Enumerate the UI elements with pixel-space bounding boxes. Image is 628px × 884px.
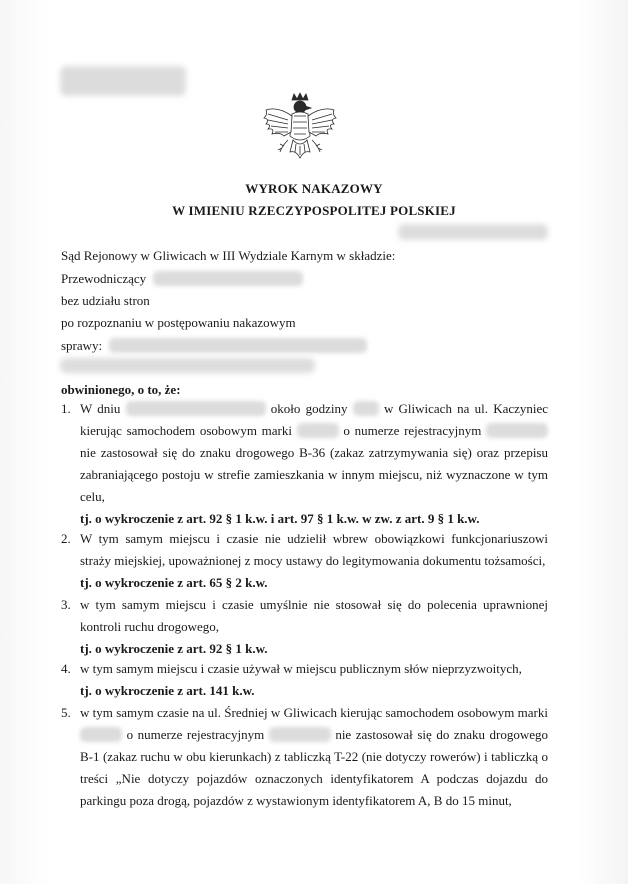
- charge-number: 1.: [61, 401, 71, 416]
- charge-text: nie zastosował się do znaku drogowego B-1 (zakaz ruchu w obu kierunkach) z tabliczką T-22 (nie dotyczy rowerów) i tabliczką o treści „Nie dotyczy pojazdów oznaczonych identyfikatorem A podczas dojazdu do parkingu poza drogą, pojazdów z wystawionym identyfikatorem A, B do 15 minut,: [80, 727, 549, 808]
- charge-item: [61, 398, 548, 530]
- no-parties-line: bez udziału stron: [61, 293, 150, 308]
- charge-text: o numerze rejestracyjnym: [343, 423, 482, 438]
- charge-text: w tym samym czasie na ul. Średniej w Gliwicach kierując samochodem osobowym marki: [80, 705, 548, 720]
- redacted-chair-name: [153, 271, 303, 286]
- redacted-car-make: [80, 727, 122, 742]
- charge-number: 5.: [61, 705, 71, 720]
- charge-text: około godziny: [270, 401, 348, 416]
- charge-text: o numerze rejestracyjnym: [126, 727, 265, 742]
- chair-line: [61, 271, 303, 287]
- redacted-case-name: [109, 338, 367, 353]
- redacted-sender-block: [60, 66, 186, 96]
- charge-qualification: tj. o wykroczenie z art. 65 § 2 k.w.: [80, 575, 268, 590]
- accused-heading: obwinionego, o to, że:: [61, 382, 181, 397]
- charge-item: [61, 702, 548, 812]
- charge-qualification: tj. o wykroczenie z art. 92 § 1 k.w.: [80, 641, 268, 656]
- document-subtitle: W IMIENIU RZECZYPOSPOLITEJ POLSKIEJ: [172, 203, 456, 218]
- redacted-case-reference: [398, 224, 548, 240]
- review-line: po rozpoznaniu w postępowaniu nakazowym: [61, 315, 296, 330]
- charge-text: w Gliwicach na ul. Kaczyniec kierując samochodem osobowym marki: [80, 401, 549, 438]
- court-composition: Sąd Rejonowy w Gliwicach w III Wydziale Karnym w składzie:: [61, 248, 396, 263]
- charge-item: [61, 528, 548, 594]
- redacted-car-make: [297, 423, 339, 438]
- chair-label: Przewodniczący: [61, 271, 147, 286]
- redacted-case-name-continued: [60, 358, 315, 373]
- charge-text: w tym samym miejscu i czasie umyślnie nie stosował się do polecenia uprawnionej kontroli ruchu drogowego,: [80, 597, 548, 634]
- charge-text: w tym samym miejscu i czasie używał w miejscu publicznym słów nieprzyzwoitych,: [80, 661, 522, 676]
- charge-text: W dniu: [80, 401, 121, 416]
- charge-qualification: tj. o wykroczenie z art. 141 k.w.: [80, 683, 255, 698]
- polish-eagle-emblem-icon: [258, 92, 342, 176]
- charge-number: 2.: [61, 531, 71, 546]
- charge-item: [61, 658, 548, 702]
- document-title: WYROK NAKAZOWY: [245, 181, 383, 196]
- case-line: [61, 338, 367, 354]
- charge-text: W tym samym miejscu i czasie nie udzielił wbrew obowiązkowi funkcjonariuszowi straży miejskiej, upoważnionej z mocy ustawy do legitymowania dokumentu tożsamości,: [80, 531, 548, 568]
- redacted-plate: [486, 423, 548, 438]
- charge-number: 3.: [61, 597, 71, 612]
- charge-text: nie zastosował się do znaku drogowego B-36 (zakaz zatrzymywania się) oraz przepisu zabraniającego postoju w strefie zamieszkania w innym miejscu, niż wyznaczone w tym celu,: [80, 445, 548, 504]
- charge-number: 4.: [61, 661, 71, 676]
- redacted-plate: [269, 727, 331, 742]
- redacted-date: [126, 401, 266, 416]
- charge-qualification: tj. o wykroczenie z art. 92 § 1 k.w. i art. 97 § 1 k.w. w zw. z art. 9 § 1 k.w.: [80, 511, 480, 526]
- redacted-time: [353, 401, 379, 416]
- charge-item: [61, 594, 548, 660]
- case-label: sprawy:: [61, 338, 103, 353]
